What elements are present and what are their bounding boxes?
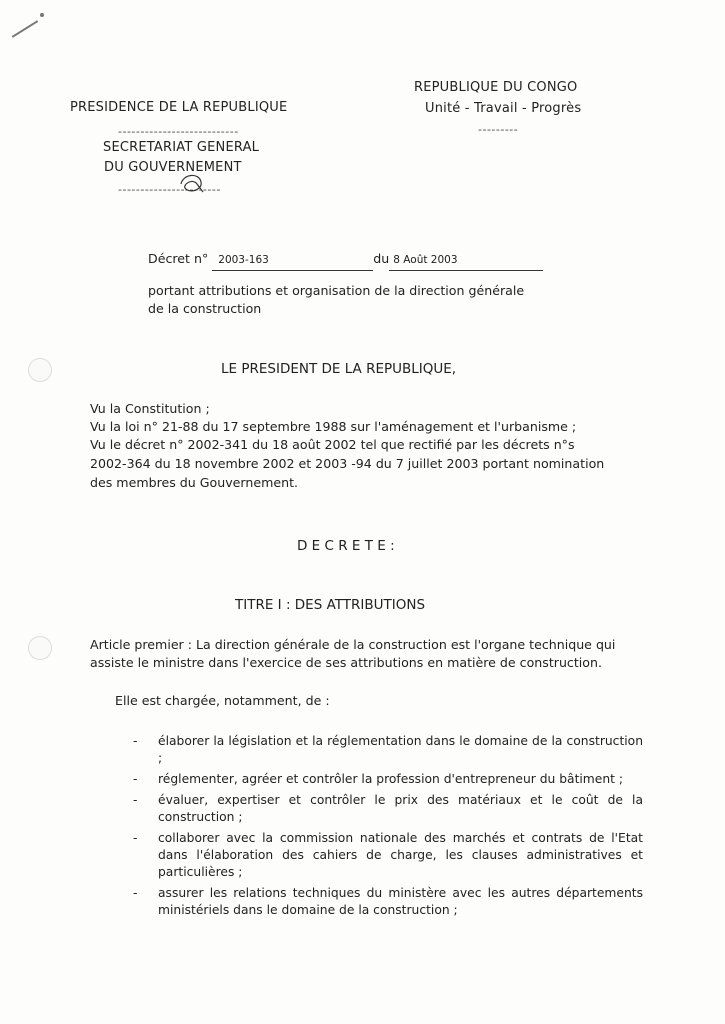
consideration-2: Vu la loi n° 21-88 du 17 septembre 1988 sur l'aménagement et l'urbanisme ; (90, 419, 577, 434)
tasks-list (133, 733, 643, 923)
list-item: - réglementer, agréer et contrôler la profession d'entrepreneur du bâtiment ; (133, 771, 643, 788)
president-heading: LE PRESIDENT DE LA REPUBLIQUE, (221, 361, 457, 377)
article-line2: assiste le ministre dans l'exercice de ses attributions en matière de construction. (90, 655, 602, 670)
separator: --------- (478, 123, 519, 136)
stamp-scribble-icon (175, 170, 211, 198)
secretariat-line2: DU GOUVERNEMENT (104, 160, 242, 175)
consideration-1: Vu la Constitution ; (90, 401, 210, 416)
decree-date-text: 8 Août 2003 (393, 254, 458, 266)
scan-mark (12, 20, 39, 38)
decrete-heading: D E C R E T E : (297, 538, 395, 554)
decree-number-text: 2003-163 (218, 254, 269, 266)
presidence-title: PRESIDENCE DE LA REPUBLIQUE (70, 100, 288, 115)
separator: --------------------------- (118, 125, 239, 138)
consideration-4: 2002-364 du 18 novembre 2002 et 2003 -94 du 7 juillet 2003 portant nomination (90, 456, 605, 471)
list-item: - élaborer la législation et la réglementation dans le domaine de la construction ; (133, 733, 643, 767)
consideration-3: Vu le décret n° 2002-341 du 18 août 2002 tel que rectifié par les décrets n°s (90, 437, 575, 452)
article-line1: Article premier : La direction générale de la construction est l'organe technique qui (90, 637, 616, 652)
punch-hole (28, 358, 52, 382)
charged-intro: Elle est chargée, notamment, de : (115, 693, 330, 708)
secretariat-line1: SECRETARIAT GENERAL (103, 140, 260, 155)
scan-mark (40, 13, 44, 17)
separator: ----------------------- (118, 183, 221, 196)
list-item: - assurer les relations techniques du ministère avec les autres départements ministériels dans le domaine de la construction ; (133, 885, 643, 919)
decree-number (212, 251, 373, 271)
decree-line (148, 250, 543, 271)
decree-prefix: Décret n° (148, 251, 209, 266)
list-item: - évaluer, expertiser et contrôler le prix des matériaux et le coût de la construction ; (133, 792, 643, 826)
republique-title: REPUBLIQUE DU CONGO (414, 80, 578, 95)
titre-heading: TITRE I : DES ATTRIBUTIONS (235, 597, 426, 613)
decree-du: du (373, 251, 390, 266)
punch-hole (28, 636, 52, 660)
decree-date (389, 251, 543, 271)
consideration-5: des membres du Gouvernement. (90, 475, 299, 490)
decree-subject-line2: de la construction (148, 301, 262, 316)
motto: Unité - Travail - Progrès (425, 101, 582, 116)
list-item: - collaborer avec la commission nationale des marchés et contrats de l'Etat dans l'élaboration des cahiers de charge, les clauses administratives et particulières ; (133, 830, 643, 881)
decree-subject-line1: portant attributions et organisation de la direction générale (148, 283, 525, 298)
